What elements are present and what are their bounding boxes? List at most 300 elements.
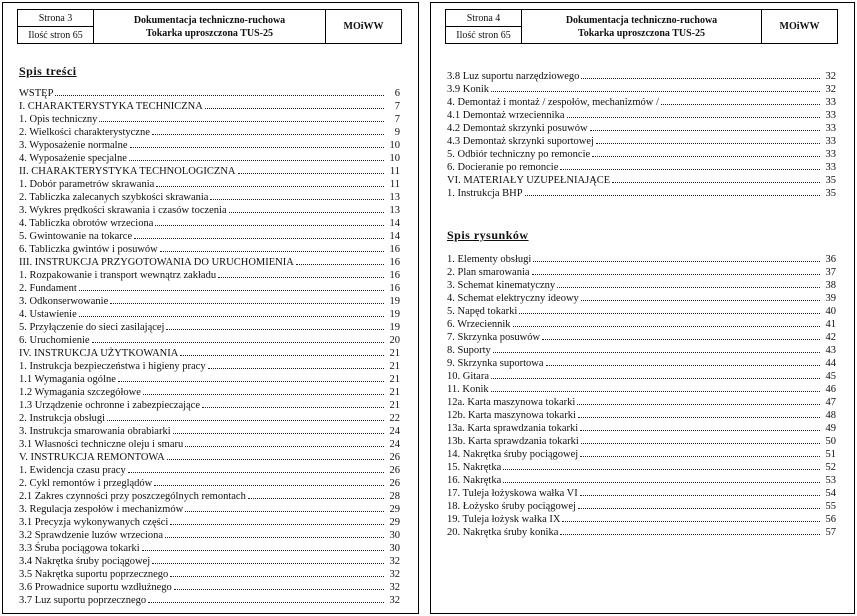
toc-entry-label: 4. Tabliczka obrotów wrzeciona: [19, 218, 154, 229]
toc-entry: [19, 477, 400, 490]
toc-entry-page-number: 13: [389, 192, 400, 203]
toc-entry-label: 11. Konik: [447, 384, 489, 395]
toc-entry: [447, 292, 836, 305]
toc-entry: [19, 568, 400, 581]
toc-entry-page-number: 57: [825, 527, 836, 538]
toc-entry: [19, 334, 400, 347]
toc-entry-page-number: 45: [825, 371, 836, 382]
toc-entry-page-number: 30: [389, 543, 400, 554]
doc-title-cell: [94, 10, 326, 44]
toc-entry: [447, 174, 836, 187]
dotted-leader: [596, 143, 820, 144]
document-page-4: [430, 2, 855, 614]
dotted-leader: [118, 381, 384, 382]
toc-entry-label: 3.7 Luz suportu poprzecznego: [19, 595, 147, 606]
toc-entry: [447, 148, 836, 161]
doc-title-line1: Dokumentacja techniczno-ruchowa: [565, 14, 718, 26]
toc-entry-label: 2. Wielkości charakterystyczne: [19, 127, 150, 138]
toc-entry-page-number: 33: [825, 123, 836, 134]
toc-entry-label: 4.1 Demontaż wrzeciennika: [447, 110, 565, 121]
toc-entry-label: 16. Nakrętka: [447, 475, 502, 486]
toc-entry-label: 8. Suporty: [447, 345, 491, 356]
toc-entry: [447, 383, 836, 396]
page-count-cell: Ilość stron 65: [18, 27, 94, 44]
toc-entry-page-number: 26: [389, 465, 400, 476]
toc-entry: [447, 448, 836, 461]
toc-entry: [447, 70, 836, 83]
toc-entry-page-number: 29: [389, 517, 400, 528]
dotted-leader: [503, 469, 820, 470]
dotted-leader: [532, 274, 820, 275]
dotted-leader: [174, 589, 384, 590]
toc-entry: [19, 438, 400, 451]
toc-entry-page-number: 35: [825, 175, 836, 186]
page-number-cell: Strona 3: [18, 10, 94, 27]
toc-entry: [447, 161, 836, 174]
toc-entry-page-number: 32: [389, 556, 400, 567]
toc-entry-label: 7. Skrzynka posuwów: [447, 332, 541, 343]
toc-entry-page-number: 43: [825, 345, 836, 356]
toc-entry-page-number: 19: [389, 309, 400, 320]
dotted-leader: [167, 459, 384, 460]
dotted-leader: [208, 368, 384, 369]
toc-entry-label: 3.1 Precyzja wykonywanych części: [19, 517, 169, 528]
dotted-leader: [560, 534, 820, 535]
toc-entry-label: 4. Ustawienie: [19, 309, 77, 320]
toc-entry: [19, 204, 400, 217]
toc-entry-label: 6. Docieranie po remoncie: [447, 162, 559, 173]
toc-entry: [447, 526, 836, 539]
toc-entry: [447, 253, 836, 266]
toc-entry: [19, 555, 400, 568]
toc-entry-label: WSTĘP: [19, 88, 54, 99]
dotted-leader: [519, 313, 820, 314]
toc-entry-label: 6. Uruchomienie: [19, 335, 90, 346]
toc-entry: [19, 516, 400, 529]
dotted-leader: [503, 482, 820, 483]
figures-list: [447, 253, 836, 539]
dotted-leader: [202, 407, 384, 408]
dotted-leader: [129, 160, 384, 161]
toc-entry-page-number: 42: [825, 332, 836, 343]
doc-title-line2: Tokarka uproszczona TUS-25: [145, 27, 274, 39]
toc-entry-page-number: 16: [389, 244, 400, 255]
dotted-leader: [525, 195, 820, 196]
toc-entry-page-number: 50: [825, 436, 836, 447]
dotted-leader: [185, 446, 384, 447]
toc-entry-page-number: 38: [825, 280, 836, 291]
toc-entry: [19, 373, 400, 386]
toc-entry: [19, 113, 400, 126]
toc-entry: [447, 135, 836, 148]
toc-entry: [19, 308, 400, 321]
toc-entry-label: 2. Plan smarowania: [447, 267, 530, 278]
dotted-leader: [79, 290, 384, 291]
toc-entry-label: 3.8 Luz suportu narzędziowego: [447, 71, 580, 82]
toc-entry-page-number: 46: [825, 384, 836, 395]
org-cell: MOiWW: [762, 10, 838, 44]
toc-entry-label: IV. INSTRUKCJA UŻYTKOWANIA: [19, 348, 179, 359]
toc-entry-page-number: 35: [825, 188, 836, 199]
toc-entry-label: 4. Schemat elektryczny ideowy: [447, 293, 579, 304]
dotted-leader: [578, 508, 820, 509]
dotted-leader: [557, 287, 820, 288]
toc-entry-label: 5. Odbiór techniczny po remoncie: [447, 149, 591, 160]
toc-entry-page-number: 16: [389, 270, 400, 281]
dotted-leader: [99, 121, 384, 122]
dotted-leader: [248, 498, 384, 499]
dotted-leader: [170, 576, 384, 577]
dotted-leader: [154, 485, 384, 486]
toc-entry-label: III. INSTRUKCJA PRZYGOTOWANIA DO URUCHOMIENIA: [19, 257, 294, 268]
toc-entry-page-number: 33: [825, 162, 836, 173]
toc-entry-label: 13a. Karta sprawdzania tokarki: [447, 423, 579, 434]
toc-entry-page-number: 49: [825, 423, 836, 434]
dotted-leader: [156, 186, 384, 187]
toc-entry-label: 1. Rozpakowanie i transport wewnątrz zakładu: [19, 270, 217, 281]
toc-entry: [447, 266, 836, 279]
toc-entry: [447, 370, 836, 383]
toc-entry-label: 1. Elementy obsługi: [447, 254, 532, 265]
toc-entry: [19, 87, 400, 100]
toc-entry-page-number: 13: [389, 205, 400, 216]
dotted-leader: [491, 391, 820, 392]
toc-entry-label: 3.9 Konik: [447, 84, 489, 95]
toc-entry-page-number: 32: [389, 595, 400, 606]
toc-entry-label: 2. Fundament: [19, 283, 77, 294]
toc-entry-page-number: 21: [389, 374, 400, 385]
toc-entry-label: 5. Gwintowanie na tokarce: [19, 231, 133, 242]
toc-entry: [19, 529, 400, 542]
toc-entry-page-number: 33: [825, 110, 836, 121]
page-header-table: [17, 9, 402, 44]
figures-heading: Spis rysunków: [447, 228, 529, 242]
toc-entry-label: VI. MATERIAŁY UZUPEŁNIAJĄCE: [447, 175, 611, 186]
toc-entry: [19, 321, 400, 334]
dotted-leader: [155, 225, 384, 226]
toc-entry-page-number: 47: [825, 397, 836, 408]
dotted-leader: [513, 326, 820, 327]
toc-entry-page-number: 32: [825, 71, 836, 82]
dotted-leader: [218, 277, 384, 278]
page-number-cell: Strona 4: [446, 10, 522, 27]
dotted-leader: [533, 261, 820, 262]
toc-entry-label: 2. Cykl remontów i przeglądów: [19, 478, 153, 489]
dotted-leader: [491, 378, 820, 379]
toc-entry: [447, 83, 836, 96]
toc-entry: [19, 399, 400, 412]
toc-entry-page-number: 48: [825, 410, 836, 421]
toc-entry-page-number: 24: [389, 439, 400, 450]
page-header-table: [445, 9, 838, 44]
toc-entry-label: 6. Wrzeciennik: [447, 319, 511, 330]
toc-entry-label: 2. Tabliczka zalecanych szybkości skrawania: [19, 192, 209, 203]
toc-entry-label: 3.2 Sprawdzenie luzów wrzeciona: [19, 530, 164, 541]
toc-entry-page-number: 11: [389, 166, 400, 177]
dotted-leader: [567, 117, 821, 118]
toc-entry: [447, 331, 836, 344]
toc-entry-page-number: 24: [389, 426, 400, 437]
toc-entry-label: 4.2 Demontaż skrzynki posuwów: [447, 123, 588, 134]
dotted-leader: [560, 169, 820, 170]
toc-entry-page-number: 32: [389, 582, 400, 593]
dotted-leader: [165, 537, 384, 538]
dotted-leader: [581, 78, 820, 79]
dotted-leader: [55, 95, 384, 96]
dotted-leader: [590, 130, 820, 131]
dotted-leader: [107, 420, 384, 421]
toc-entry-label: 17. Tuleja łożyskowa wałka VI: [447, 488, 578, 499]
toc-entry-label: 13b. Karta sprawdzania tokarki: [447, 436, 579, 447]
dotted-leader: [578, 417, 820, 418]
toc-entry: [447, 435, 836, 448]
toc-entry: [447, 344, 836, 357]
toc-entry-label: 3.4 Nakrętka śruby pociągowej: [19, 556, 151, 567]
dotted-leader: [581, 300, 820, 301]
toc-entry-label: I. CHARAKTERYSTYKA TECHNICZNA: [19, 101, 203, 112]
doc-title-line1: Dokumentacja techniczno-ruchowa: [133, 14, 286, 26]
toc-list-continuation: [447, 70, 836, 200]
toc-entry-label: 5. Przyłączenie do sieci zasilającej: [19, 322, 165, 333]
toc-entry-label: 4.3 Demontaż skrzynki suportowej: [447, 136, 594, 147]
dotted-leader: [143, 394, 384, 395]
toc-entry-label: 19. Tuleja łożysk wałka IX: [447, 514, 561, 525]
dotted-leader: [152, 134, 384, 135]
toc-list: [19, 87, 400, 607]
toc-entry: [19, 152, 400, 165]
toc-entry: [19, 100, 400, 113]
dotted-leader: [229, 212, 384, 213]
toc-entry-label: 1. Opis techniczny: [19, 114, 98, 125]
toc-entry-page-number: 54: [825, 488, 836, 499]
toc-entry: [19, 139, 400, 152]
toc-entry: [19, 412, 400, 425]
toc-entry: [19, 490, 400, 503]
dotted-leader: [152, 563, 384, 564]
toc-entry: [19, 282, 400, 295]
toc-entry-page-number: 53: [825, 475, 836, 486]
toc-entry: [447, 474, 836, 487]
toc-entry: [19, 243, 400, 256]
dotted-leader: [210, 199, 384, 200]
dotted-leader: [160, 251, 384, 252]
dotted-leader: [581, 443, 820, 444]
dotted-leader: [173, 433, 384, 434]
toc-entry-page-number: 39: [825, 293, 836, 304]
toc-entry: [447, 422, 836, 435]
toc-entry-page-number: 21: [389, 400, 400, 411]
toc-entry-label: 4. Demontaż i montaż / zespołów, mechanizmów /: [447, 97, 659, 108]
doc-title-cell: [522, 10, 762, 44]
toc-entry-page-number: 26: [389, 478, 400, 489]
toc-entry: [19, 217, 400, 230]
toc-entry-label: 6. Tabliczka gwintów i posuwów: [19, 244, 158, 255]
toc-entry-label: V. INSTRUKCJA REMONTOWA: [19, 452, 165, 463]
toc-entry-label: 5. Napęd tokarki: [447, 306, 518, 317]
dotted-leader: [580, 495, 820, 496]
dotted-leader: [170, 524, 384, 525]
dotted-leader: [493, 352, 820, 353]
toc-entry-label: 3. Regulacja zespołów i mechanizmów: [19, 504, 184, 515]
toc-entry-page-number: 52: [825, 462, 836, 473]
toc-entry-label: 3. Wykres prędkości skrawania i czasów toczenia: [19, 205, 227, 216]
toc-entry: [447, 279, 836, 292]
toc-entry-label: 3. Wyposażenie normalne: [19, 140, 128, 151]
toc-entry: [19, 581, 400, 594]
toc-entry-label: 1.2 Wymagania szczegółowe: [19, 387, 141, 398]
toc-entry-label: 10. Gitara: [447, 371, 489, 382]
toc-entry-page-number: 16: [389, 283, 400, 294]
toc-entry-page-number: 14: [389, 218, 400, 229]
dotted-leader: [577, 404, 820, 405]
toc-entry-page-number: 37: [825, 267, 836, 278]
toc-entry: [447, 409, 836, 422]
toc-entry-label: 12b. Karta maszynowa tokarki: [447, 410, 576, 421]
toc-entry-page-number: 21: [389, 387, 400, 398]
toc-entry: [19, 347, 400, 360]
toc-entry: [447, 357, 836, 370]
toc-entry: [19, 542, 400, 555]
toc-entry-page-number: 26: [389, 452, 400, 463]
dotted-leader: [580, 456, 820, 457]
dotted-leader: [580, 430, 820, 431]
dotted-leader: [562, 521, 820, 522]
dotted-leader: [134, 238, 384, 239]
toc-entry-label: 4. Wyposażenie specjalne: [19, 153, 127, 164]
toc-entry-page-number: 7: [394, 114, 400, 125]
toc-entry: [19, 594, 400, 607]
dotted-leader: [592, 156, 820, 157]
toc-heading: Spis treści: [19, 64, 77, 78]
toc-entry-page-number: 41: [825, 319, 836, 330]
toc-entry-label: 1.1 Wymagania ogólne: [19, 374, 116, 385]
toc-entry: [447, 305, 836, 318]
toc-entry-page-number: 33: [825, 149, 836, 160]
toc-entry: [19, 464, 400, 477]
dotted-leader: [142, 550, 384, 551]
toc-entry-page-number: 55: [825, 501, 836, 512]
dotted-leader: [130, 147, 384, 148]
toc-entry-page-number: 9: [394, 127, 400, 138]
toc-entry: [447, 187, 836, 200]
toc-entry-page-number: 21: [389, 361, 400, 372]
toc-entry-label: 20. Nakrętka śruby konika: [447, 527, 559, 538]
toc-entry-page-number: 7: [394, 101, 400, 112]
toc-entry-label: 3.3 Śruba pociągowa tokarki: [19, 543, 140, 554]
toc-entry-label: 12a. Karta maszynowa tokarki: [447, 397, 576, 408]
toc-entry-page-number: 19: [389, 296, 400, 307]
toc-entry-page-number: 33: [825, 97, 836, 108]
dotted-leader: [546, 365, 820, 366]
dotted-leader: [180, 355, 384, 356]
toc-entry-page-number: 21: [389, 348, 400, 359]
toc-entry-page-number: 11: [389, 179, 400, 190]
dotted-leader: [238, 173, 384, 174]
toc-entry-page-number: 44: [825, 358, 836, 369]
toc-entry: [447, 109, 836, 122]
toc-entry: [19, 269, 400, 282]
toc-entry: [19, 503, 400, 516]
toc-entry-page-number: 29: [389, 504, 400, 515]
toc-entry-label: 1.3 Urządzenie ochronne i zabezpieczające: [19, 400, 201, 411]
dotted-leader: [166, 329, 384, 330]
toc-entry: [447, 461, 836, 474]
toc-entry-page-number: 6: [394, 88, 400, 99]
page-count-cell: Ilość stron 65: [446, 27, 522, 44]
org-cell: MOiWW: [326, 10, 402, 44]
toc-entry: [447, 96, 836, 109]
dotted-leader: [491, 91, 820, 92]
toc-entry-label: 2. Instrukcja obsługi: [19, 413, 106, 424]
toc-entry: [19, 256, 400, 269]
toc-entry-label: 1. Instrukcja BHP: [447, 188, 523, 199]
toc-entry-page-number: 32: [389, 569, 400, 580]
toc-entry-page-number: 36: [825, 254, 836, 265]
toc-entry: [447, 487, 836, 500]
toc-entry: [19, 451, 400, 464]
toc-entry: [19, 126, 400, 139]
toc-entry-page-number: 56: [825, 514, 836, 525]
toc-entry-page-number: 30: [389, 530, 400, 541]
toc-entry-page-number: 19: [389, 322, 400, 333]
dotted-leader: [148, 602, 384, 603]
toc-entry-page-number: 32: [825, 84, 836, 95]
dotted-leader: [296, 264, 384, 265]
toc-entry: [447, 396, 836, 409]
toc-entry: [447, 500, 836, 513]
toc-entry-label: 14. Nakrętka śruby pociągowej: [447, 449, 579, 460]
toc-entry: [19, 386, 400, 399]
dotted-leader: [92, 342, 384, 343]
dotted-leader: [612, 182, 820, 183]
toc-entry-label: 3.6 Prowadnice suportu wzdłużnego: [19, 582, 172, 593]
dotted-leader: [128, 472, 384, 473]
toc-entry: [19, 178, 400, 191]
toc-entry-label: 1. Ewidencja czasu pracy: [19, 465, 126, 476]
toc-entry-page-number: 33: [825, 136, 836, 147]
toc-entry-page-number: 51: [825, 449, 836, 460]
toc-entry-label: 1. Dobór parametrów skrawania: [19, 179, 155, 190]
toc-entry-label: 18. Łożysko śruby pociągowej: [447, 501, 576, 512]
dotted-leader: [542, 339, 820, 340]
toc-entry: [19, 165, 400, 178]
toc-entry: [19, 360, 400, 373]
toc-entry-label: 2.1 Zakres czynności przy poszczególnych remontach: [19, 491, 246, 502]
dotted-leader: [185, 511, 384, 512]
toc-entry-label: 3. Schemat kinematyczny: [447, 280, 556, 291]
toc-entry: [19, 295, 400, 308]
toc-entry-label: II. CHARAKTERYSTYKA TECHNOLOGICZNA: [19, 166, 236, 177]
toc-entry: [447, 122, 836, 135]
toc-entry-label: 3. Odkonserwowanie: [19, 296, 109, 307]
toc-entry: [447, 318, 836, 331]
toc-entry-page-number: 14: [389, 231, 400, 242]
toc-entry-page-number: 28: [389, 491, 400, 502]
doc-title-line2: Tokarka uproszczona TUS-25: [577, 27, 706, 39]
toc-entry-label: 1. Instrukcja bezpieczeństwa i higieny pracy: [19, 361, 206, 372]
toc-entry: [19, 425, 400, 438]
toc-entry-page-number: 40: [825, 306, 836, 317]
toc-entry-page-number: 10: [389, 140, 400, 151]
toc-entry-page-number: 22: [389, 413, 400, 424]
toc-entry-page-number: 16: [389, 257, 400, 268]
toc-entry-label: 15. Nakrętka: [447, 462, 502, 473]
toc-entry-label: 3. Instrukcja smarowania obrabiarki: [19, 426, 171, 437]
toc-entry-label: 3.1 Własności techniczne oleju i smaru: [19, 439, 184, 450]
dotted-leader: [661, 104, 820, 105]
toc-entry-label: 9. Skrzynka suportowa: [447, 358, 544, 369]
toc-entry: [447, 513, 836, 526]
